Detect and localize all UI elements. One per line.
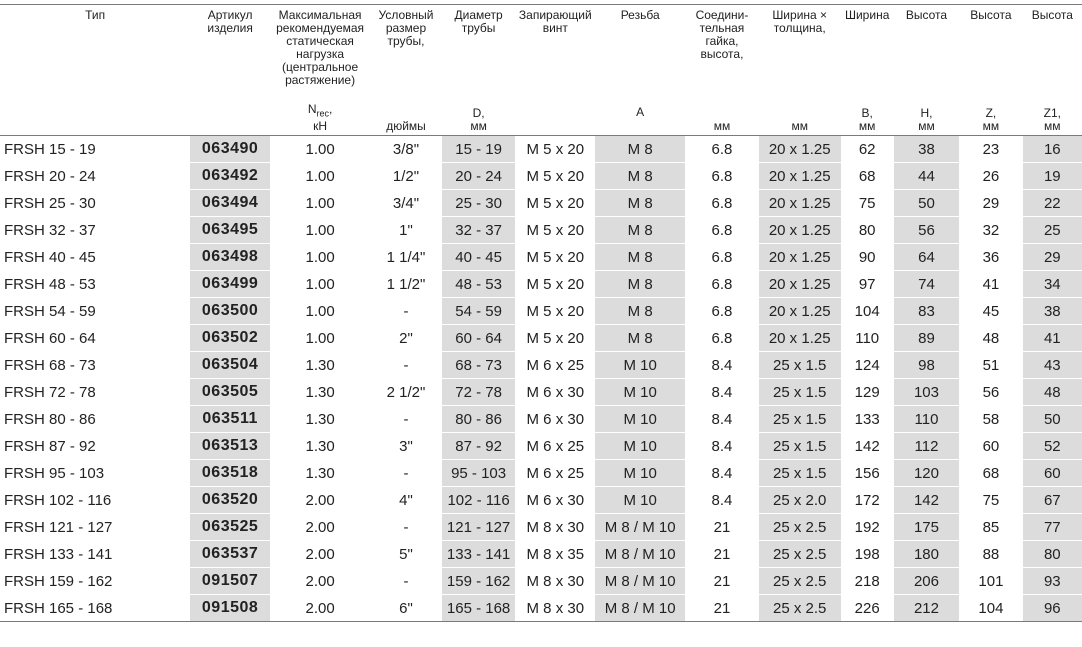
cell-height-z1: 52	[1023, 433, 1082, 460]
cell-height-z1: 25	[1023, 217, 1082, 244]
cell-nut: 6.8	[685, 244, 759, 271]
cell-pipe-size: -	[370, 568, 442, 595]
cell-height-z: 23	[959, 136, 1022, 163]
header-article: Артикул изделия	[190, 5, 270, 136]
cell-width-b: 62	[841, 136, 894, 163]
cell-height-z: 41	[959, 271, 1022, 298]
cell-diameter: 60 - 64	[442, 325, 516, 352]
cell-height-z1: 34	[1023, 271, 1082, 298]
cell-screw: M 8 x 30	[515, 514, 595, 541]
cell-pipe-size: 5"	[370, 541, 442, 568]
table-row	[0, 595, 1082, 622]
cell-height-z: 75	[959, 487, 1022, 514]
cell-width-b: 142	[841, 433, 894, 460]
cell-height-z: 56	[959, 379, 1022, 406]
cell-width-thickness: 25 x 1.5	[759, 352, 841, 379]
cell-height-z1: 16	[1023, 136, 1082, 163]
cell-article: 063502	[190, 325, 270, 352]
header-height-z: Высота Z, мм	[959, 5, 1022, 136]
table-row	[0, 298, 1082, 325]
cell-height-h: 110	[894, 406, 959, 433]
cell-diameter: 25 - 30	[442, 190, 516, 217]
cell-diameter: 80 - 86	[442, 406, 516, 433]
table-row	[0, 271, 1082, 298]
cell-diameter: 102 - 116	[442, 487, 516, 514]
cell-width-thickness: 20 x 1.25	[759, 298, 841, 325]
cell-width-b: 110	[841, 325, 894, 352]
cell-width-b: 90	[841, 244, 894, 271]
cell-width-thickness: 25 x 1.5	[759, 406, 841, 433]
cell-article: 063513	[190, 433, 270, 460]
header-load: Максимальная рекомендуемая статическая нагрузка (центральное растяжение) $N_{rec}$, кН	[270, 5, 370, 136]
cell-article: 063505	[190, 379, 270, 406]
cell-width-thickness: 25 x 2.5	[759, 514, 841, 541]
cell-diameter: 15 - 19	[442, 136, 516, 163]
cell-width-thickness: 25 x 1.5	[759, 379, 841, 406]
cell-screw: M 6 x 25	[515, 460, 595, 487]
table-row	[0, 217, 1082, 244]
header-type: Тип	[0, 5, 190, 136]
cell-width-thickness: 20 x 1.25	[759, 136, 841, 163]
header-width-thickness: Ширина × толщина, мм	[759, 5, 841, 136]
cell-height-z1: 67	[1023, 487, 1082, 514]
cell-height-z1: 60	[1023, 460, 1082, 487]
cell-type: FRSH 15 - 19	[0, 136, 190, 163]
cell-height-z: 51	[959, 352, 1022, 379]
cell-article: 091508	[190, 595, 270, 622]
cell-nut: 6.8	[685, 325, 759, 352]
cell-thread: M 10	[595, 352, 685, 379]
cell-article: 063492	[190, 163, 270, 190]
cell-height-z1: 29	[1023, 244, 1082, 271]
cell-load: 2.00	[270, 514, 370, 541]
cell-article: 063495	[190, 217, 270, 244]
cell-diameter: 68 - 73	[442, 352, 516, 379]
cell-type: FRSH 25 - 30	[0, 190, 190, 217]
cell-load: 1.00	[270, 163, 370, 190]
header-screw: Запирающий винт	[515, 5, 595, 136]
cell-thread: M 10	[595, 487, 685, 514]
header-diameter: Диаметр трубы D, мм	[442, 5, 516, 136]
cell-height-h: 103	[894, 379, 959, 406]
cell-width-b: 172	[841, 487, 894, 514]
cell-width-b: 75	[841, 190, 894, 217]
cell-nut: 8.4	[685, 406, 759, 433]
cell-load: 1.00	[270, 298, 370, 325]
cell-pipe-size: 6"	[370, 595, 442, 622]
cell-height-z1: 93	[1023, 568, 1082, 595]
cell-screw: M 6 x 30	[515, 379, 595, 406]
cell-load: 1.30	[270, 433, 370, 460]
cell-type: FRSH 20 - 24	[0, 163, 190, 190]
cell-screw: M 6 x 30	[515, 487, 595, 514]
cell-pipe-size: -	[370, 460, 442, 487]
cell-height-z: 88	[959, 541, 1022, 568]
cell-load: 1.30	[270, 406, 370, 433]
cell-diameter: 95 - 103	[442, 460, 516, 487]
cell-screw: M 8 x 35	[515, 541, 595, 568]
cell-width-thickness: 25 x 2.0	[759, 487, 841, 514]
cell-article: 063490	[190, 136, 270, 163]
cell-screw: M 6 x 25	[515, 433, 595, 460]
cell-load: 1.00	[270, 217, 370, 244]
cell-thread: M 10	[595, 460, 685, 487]
table-row	[0, 568, 1082, 595]
cell-thread: M 8	[595, 271, 685, 298]
cell-thread: M 8 / M 10	[595, 568, 685, 595]
header-height-h: Высота H, мм	[894, 5, 959, 136]
cell-article: 091507	[190, 568, 270, 595]
cell-width-b: 198	[841, 541, 894, 568]
cell-nut: 6.8	[685, 298, 759, 325]
header-pipe-size: Условный размер трубы, дюймы	[370, 5, 442, 136]
cell-width-thickness: 20 x 1.25	[759, 163, 841, 190]
cell-width-b: 97	[841, 271, 894, 298]
table-row	[0, 379, 1082, 406]
cell-load: 1.30	[270, 352, 370, 379]
cell-width-thickness: 20 x 1.25	[759, 217, 841, 244]
cell-nut: 21	[685, 568, 759, 595]
cell-height-h: 142	[894, 487, 959, 514]
cell-width-thickness: 25 x 2.5	[759, 595, 841, 622]
cell-diameter: 133 - 141	[442, 541, 516, 568]
cell-pipe-size: 1/2"	[370, 163, 442, 190]
cell-article: 063511	[190, 406, 270, 433]
cell-screw: M 8 x 30	[515, 595, 595, 622]
cell-height-z: 104	[959, 595, 1022, 622]
cell-height-h: 50	[894, 190, 959, 217]
cell-load: 2.00	[270, 487, 370, 514]
cell-height-h: 180	[894, 541, 959, 568]
cell-nut: 8.4	[685, 433, 759, 460]
cell-height-z: 48	[959, 325, 1022, 352]
cell-article: 063498	[190, 244, 270, 271]
cell-load: 1.00	[270, 271, 370, 298]
cell-height-z1: 19	[1023, 163, 1082, 190]
cell-screw: M 5 x 20	[515, 271, 595, 298]
cell-thread: M 8	[595, 217, 685, 244]
cell-width-b: 124	[841, 352, 894, 379]
header-width-b: Ширина B, мм	[841, 5, 894, 136]
cell-type: FRSH 95 - 103	[0, 460, 190, 487]
cell-height-h: 56	[894, 217, 959, 244]
cell-thread: M 8	[595, 136, 685, 163]
cell-load: 2.00	[270, 541, 370, 568]
cell-type: FRSH 80 - 86	[0, 406, 190, 433]
cell-height-h: 120	[894, 460, 959, 487]
cell-height-z1: 80	[1023, 541, 1082, 568]
cell-height-z: 101	[959, 568, 1022, 595]
header-row	[0, 5, 1082, 136]
cell-width-b: 218	[841, 568, 894, 595]
cell-height-h: 206	[894, 568, 959, 595]
cell-pipe-size: -	[370, 514, 442, 541]
cell-nut: 8.4	[685, 487, 759, 514]
cell-type: FRSH 133 - 141	[0, 541, 190, 568]
table-row	[0, 514, 1082, 541]
cell-article: 063518	[190, 460, 270, 487]
cell-width-thickness: 25 x 1.5	[759, 433, 841, 460]
cell-type: FRSH 102 - 116	[0, 487, 190, 514]
cell-diameter: 121 - 127	[442, 514, 516, 541]
cell-height-h: 83	[894, 298, 959, 325]
cell-load: 1.30	[270, 379, 370, 406]
spec-table	[0, 4, 1082, 622]
cell-article: 063537	[190, 541, 270, 568]
cell-height-z1: 22	[1023, 190, 1082, 217]
cell-type: FRSH 48 - 53	[0, 271, 190, 298]
cell-nut: 21	[685, 514, 759, 541]
cell-diameter: 20 - 24	[442, 163, 516, 190]
cell-pipe-size: 4"	[370, 487, 442, 514]
cell-thread: M 8	[595, 190, 685, 217]
cell-width-thickness: 20 x 1.25	[759, 325, 841, 352]
cell-type: FRSH 32 - 37	[0, 217, 190, 244]
cell-screw: M 8 x 30	[515, 568, 595, 595]
cell-height-z: 26	[959, 163, 1022, 190]
cell-height-h: 175	[894, 514, 959, 541]
cell-width-b: 104	[841, 298, 894, 325]
cell-width-b: 80	[841, 217, 894, 244]
cell-thread: M 10	[595, 406, 685, 433]
cell-width-thickness: 25 x 2.5	[759, 541, 841, 568]
cell-height-z1: 43	[1023, 352, 1082, 379]
cell-article: 063525	[190, 514, 270, 541]
cell-type: FRSH 165 - 168	[0, 595, 190, 622]
cell-nut: 6.8	[685, 190, 759, 217]
cell-height-z: 32	[959, 217, 1022, 244]
cell-width-b: 133	[841, 406, 894, 433]
cell-height-h: 38	[894, 136, 959, 163]
cell-screw: M 6 x 25	[515, 352, 595, 379]
cell-nut: 21	[685, 595, 759, 622]
cell-nut: 21	[685, 541, 759, 568]
cell-pipe-size: 1"	[370, 217, 442, 244]
cell-load: 1.00	[270, 244, 370, 271]
table-row	[0, 136, 1082, 163]
table-row	[0, 487, 1082, 514]
cell-width-thickness: 20 x 1.25	[759, 271, 841, 298]
table-row	[0, 244, 1082, 271]
cell-type: FRSH 121 - 127	[0, 514, 190, 541]
header-height-z1: Высота Z1, мм	[1023, 5, 1082, 136]
cell-diameter: 72 - 78	[442, 379, 516, 406]
cell-pipe-size: 2 1/2"	[370, 379, 442, 406]
cell-nut: 6.8	[685, 163, 759, 190]
cell-height-h: 112	[894, 433, 959, 460]
cell-height-h: 98	[894, 352, 959, 379]
table-row	[0, 406, 1082, 433]
cell-height-z: 45	[959, 298, 1022, 325]
cell-height-z1: 50	[1023, 406, 1082, 433]
cell-load: 2.00	[270, 595, 370, 622]
cell-diameter: 32 - 37	[442, 217, 516, 244]
cell-height-z1: 96	[1023, 595, 1082, 622]
cell-width-b: 68	[841, 163, 894, 190]
cell-pipe-size: -	[370, 406, 442, 433]
cell-pipe-size: -	[370, 298, 442, 325]
cell-width-b: 192	[841, 514, 894, 541]
cell-article: 063494	[190, 190, 270, 217]
cell-width-b: 129	[841, 379, 894, 406]
cell-type: FRSH 159 - 162	[0, 568, 190, 595]
cell-screw: M 5 x 20	[515, 298, 595, 325]
cell-nut: 8.4	[685, 379, 759, 406]
cell-width-b: 156	[841, 460, 894, 487]
cell-screw: M 5 x 20	[515, 244, 595, 271]
table-row	[0, 460, 1082, 487]
cell-type: FRSH 87 - 92	[0, 433, 190, 460]
cell-load: 2.00	[270, 568, 370, 595]
cell-article: 063499	[190, 271, 270, 298]
cell-screw: M 5 x 20	[515, 163, 595, 190]
cell-height-h: 74	[894, 271, 959, 298]
cell-width-b: 226	[841, 595, 894, 622]
cell-thread: M 8 / M 10	[595, 541, 685, 568]
cell-height-z: 36	[959, 244, 1022, 271]
cell-diameter: 54 - 59	[442, 298, 516, 325]
cell-thread: M 10	[595, 379, 685, 406]
cell-screw: M 5 x 20	[515, 325, 595, 352]
cell-nut: 6.8	[685, 271, 759, 298]
cell-nut: 6.8	[685, 136, 759, 163]
cell-thread: M 8	[595, 244, 685, 271]
cell-diameter: 40 - 45	[442, 244, 516, 271]
cell-diameter: 165 - 168	[442, 595, 516, 622]
cell-height-z: 68	[959, 460, 1022, 487]
header-load-unit: $N_{rec}$, кН	[307, 101, 333, 133]
cell-width-thickness: 25 x 2.5	[759, 568, 841, 595]
cell-pipe-size: 1 1/4"	[370, 244, 442, 271]
cell-thread: M 8	[595, 163, 685, 190]
table-row	[0, 352, 1082, 379]
table-body	[0, 136, 1082, 622]
cell-pipe-size: 1 1/2"	[370, 271, 442, 298]
cell-article: 063500	[190, 298, 270, 325]
cell-pipe-size: 3/8"	[370, 136, 442, 163]
cell-load: 1.00	[270, 325, 370, 352]
header-thread: Резьба A	[595, 5, 685, 136]
cell-height-z: 29	[959, 190, 1022, 217]
cell-height-h: 89	[894, 325, 959, 352]
cell-diameter: 159 - 162	[442, 568, 516, 595]
table-row	[0, 190, 1082, 217]
cell-pipe-size: 3"	[370, 433, 442, 460]
cell-diameter: 48 - 53	[442, 271, 516, 298]
cell-type: FRSH 60 - 64	[0, 325, 190, 352]
cell-screw: M 5 x 20	[515, 136, 595, 163]
cell-thread: M 8	[595, 325, 685, 352]
cell-height-z1: 77	[1023, 514, 1082, 541]
cell-width-thickness: 25 x 1.5	[759, 460, 841, 487]
cell-pipe-size: -	[370, 352, 442, 379]
cell-thread: M 8 / M 10	[595, 595, 685, 622]
cell-height-z: 85	[959, 514, 1022, 541]
cell-load: 1.00	[270, 136, 370, 163]
cell-height-z1: 41	[1023, 325, 1082, 352]
table-row	[0, 433, 1082, 460]
cell-load: 1.00	[270, 190, 370, 217]
cell-type: FRSH 40 - 45	[0, 244, 190, 271]
cell-height-z1: 38	[1023, 298, 1082, 325]
cell-height-z: 58	[959, 406, 1022, 433]
cell-load: 1.30	[270, 460, 370, 487]
table-row	[0, 541, 1082, 568]
cell-nut: 8.4	[685, 460, 759, 487]
cell-type: FRSH 54 - 59	[0, 298, 190, 325]
table-row	[0, 325, 1082, 352]
cell-type: FRSH 68 - 73	[0, 352, 190, 379]
cell-type: FRSH 72 - 78	[0, 379, 190, 406]
cell-pipe-size: 2"	[370, 325, 442, 352]
cell-thread: M 10	[595, 433, 685, 460]
cell-nut: 6.8	[685, 217, 759, 244]
cell-height-h: 212	[894, 595, 959, 622]
cell-article: 063520	[190, 487, 270, 514]
cell-screw: M 5 x 20	[515, 190, 595, 217]
cell-diameter: 87 - 92	[442, 433, 516, 460]
cell-thread: M 8	[595, 298, 685, 325]
header-nut: Соедини-тельная гайка, высота, мм	[685, 5, 759, 136]
cell-height-h: 64	[894, 244, 959, 271]
cell-screw: M 5 x 20	[515, 217, 595, 244]
cell-pipe-size: 3/4"	[370, 190, 442, 217]
cell-article: 063504	[190, 352, 270, 379]
cell-width-thickness: 20 x 1.25	[759, 190, 841, 217]
cell-nut: 8.4	[685, 352, 759, 379]
table-row	[0, 163, 1082, 190]
cell-height-z: 60	[959, 433, 1022, 460]
cell-height-z1: 48	[1023, 379, 1082, 406]
cell-thread: M 8 / M 10	[595, 514, 685, 541]
cell-width-thickness: 20 x 1.25	[759, 244, 841, 271]
cell-height-h: 44	[894, 163, 959, 190]
cell-screw: M 6 x 30	[515, 406, 595, 433]
